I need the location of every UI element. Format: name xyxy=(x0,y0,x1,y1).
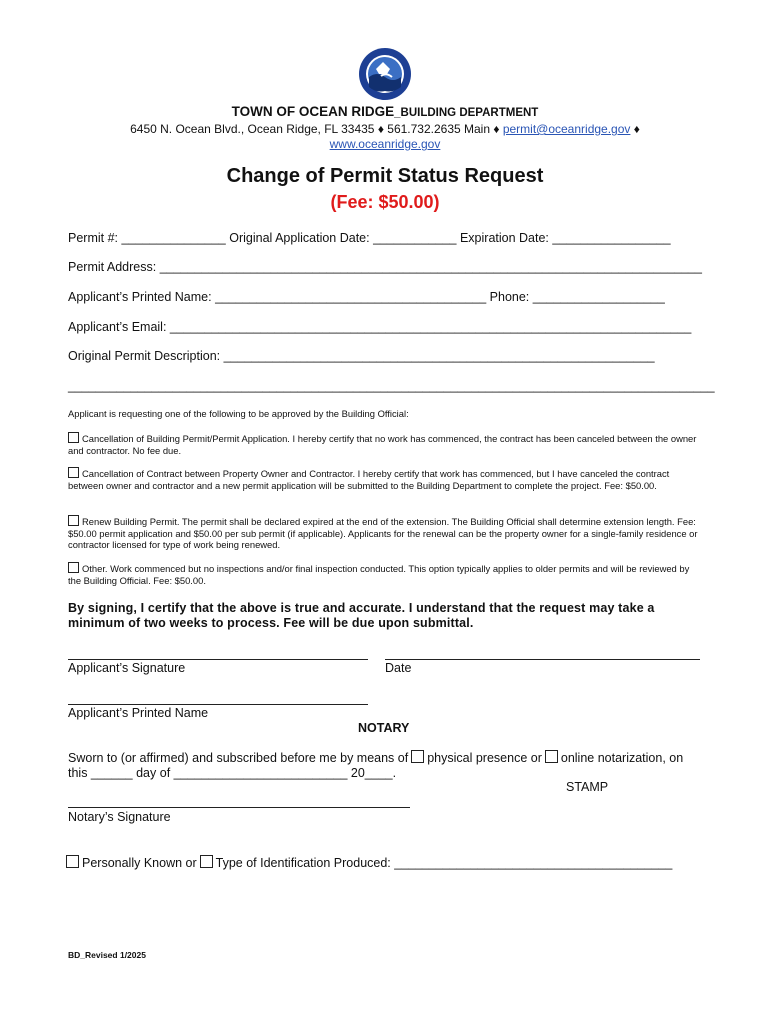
permit-info-row[interactable]: Permit #: _______________ Original Application Date: ____________ Expiration Date: _________________ xyxy=(68,231,671,245)
other-checkbox[interactable] xyxy=(68,562,79,573)
address-text: 6450 N. Ocean Blvd., Ocean Ridge, FL 33435 ♦ 561.732.2635 Main ♦ xyxy=(130,122,503,136)
stamp-label: STAMP xyxy=(566,780,609,794)
physical-presence-checkbox[interactable] xyxy=(411,750,424,763)
id-produced-checkbox[interactable] xyxy=(200,855,213,868)
applicant-printed-name-label: Applicant’s Printed Name xyxy=(68,706,209,720)
org-name: TOWN OF OCEAN RIDGE xyxy=(231,104,395,119)
personally-known-checkbox[interactable] xyxy=(66,855,79,868)
applicant-name-phone-row[interactable]: Applicant’s Printed Name: _______________________________________ Phone: ___________________ xyxy=(68,290,665,304)
identification-row xyxy=(66,855,672,870)
cancel-contract-text: Cancellation of Contract between Property Owner and Contractor. I hereby certify that work has commenced, but I have canceled the contract between owner and contractor and a new permit application will be submitted to the Building Department to complete the project. Fee: $50.00. xyxy=(68,468,670,491)
notary-sworn-line xyxy=(68,750,683,765)
sworn-text: Sworn to (or affirmed) and subscribed before me by means of xyxy=(68,751,409,765)
online-notarization-label: online notarization, on xyxy=(560,751,684,765)
renew-text: Renew Building Permit. The permit shall be declared expired at the end of the extension. The Building Official shall determine extension length. Fee: $50.00 permit application and $50.00 per sub permit (if applicable). Applicants for the renewal can be the property owner for a single-family residence or contractor licensed for type of work being renewed. xyxy=(68,516,698,550)
town-seal-logo xyxy=(358,47,412,101)
notary-signature-line[interactable] xyxy=(68,807,410,808)
website-link[interactable]: www.oceanridge.gov xyxy=(329,137,441,151)
id-produced-field[interactable]: Type of Identification Produced: ________________________________________ xyxy=(215,856,673,870)
cancel-permit-text: Cancellation of Building Permit/Permit Application. I hereby certify that no work has commenced, the contract has been canceled between the owner and contractor. No fee due. xyxy=(68,433,697,456)
permit-description-field[interactable]: Original Permit Description: ______________________________________________________________ xyxy=(68,349,655,363)
option-cancel-permit xyxy=(68,432,698,456)
permit-address-field[interactable]: Permit Address: ______________________________________________________________________________ xyxy=(68,260,702,274)
applicant-printed-name-line[interactable] xyxy=(68,704,368,705)
other-text: Other. Work commenced but no inspections and/or final inspection conducted. This option typically applies to older permits and will be reviewed by the Building Official. Fee: $50.00. xyxy=(68,563,690,586)
option-cancel-contract xyxy=(68,467,698,491)
address-separator: ♦ xyxy=(630,122,640,136)
applicant-signature-line[interactable] xyxy=(68,659,368,660)
cancel-permit-checkbox[interactable] xyxy=(68,432,79,443)
option-other xyxy=(68,562,698,586)
form-fee: (Fee: $50.00) xyxy=(330,192,440,212)
applicant-email-field[interactable]: Applicant’s Email: ___________________________________________________________________________ xyxy=(68,320,692,334)
renew-checkbox[interactable] xyxy=(68,515,79,526)
physical-presence-label: physical presence or xyxy=(427,751,542,765)
notary-heading: NOTARY xyxy=(358,721,410,735)
permit-description-line2[interactable]: _____________________________________________________________________________________________ xyxy=(68,379,715,393)
header-address xyxy=(0,122,770,152)
notary-signature-label: Notary’s Signature xyxy=(68,810,171,824)
header-title xyxy=(0,104,770,119)
option-renew xyxy=(68,515,698,551)
form-title: Change of Permit Status Request xyxy=(226,165,544,187)
personally-known-label: Personally Known or xyxy=(82,856,197,870)
cancel-contract-checkbox[interactable] xyxy=(68,467,79,478)
applicant-signature-label: Applicant’s Signature xyxy=(68,661,186,675)
date-line[interactable] xyxy=(385,659,700,660)
notary-date-line[interactable]: this ______ day of _________________________ 20____. xyxy=(68,766,397,780)
email-link[interactable]: permit@oceanridge.gov xyxy=(502,122,631,136)
date-label: Date xyxy=(385,661,412,675)
revision-footer: BD_Revised 1/2025 xyxy=(68,950,146,960)
online-notarization-checkbox[interactable] xyxy=(545,750,558,763)
options-intro: Applicant is requesting one of the following to be approved by the Building Official: xyxy=(68,408,409,419)
certification-statement: By signing, I certify that the above is true and accurate. I understand that the request may take a minimum of two weeks to process. Fee will be due upon submittal. xyxy=(68,601,655,630)
dept-name: _BUILDING DEPARTMENT xyxy=(394,107,539,119)
